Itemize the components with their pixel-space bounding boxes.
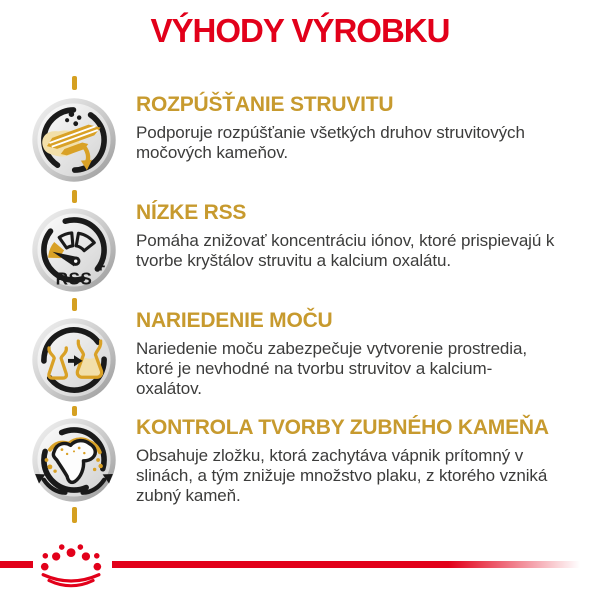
benefit-heading: NARIEDENIE MOČU [136, 309, 333, 332]
benefit-heading: KONTROLA TVORBY ZUBNÉHO KAMEŇA [136, 416, 549, 439]
timeline-dash [72, 76, 77, 90]
benefit-heading: NÍZKE RSS [136, 201, 247, 224]
footer-rule-right [112, 561, 580, 568]
footer-rule-left [0, 561, 33, 568]
benefit-body: Pomáha znižovať koncentráciu iónov, ktoré prispievajú k tvorbe kryštálov struvitu a kalcium oxalátu. [136, 231, 555, 270]
benefit-section-struvite [136, 93, 591, 163]
rss-gauge-icon [31, 207, 117, 293]
tartar-control-icon [31, 417, 117, 503]
benefit-body: Nariedenie moču zabezpečuje vytvorenie prostredia, ktoré je nevhodné na tvorbu struvitov a kalcium- oxalátov. [136, 339, 527, 398]
benefit-section-rss [136, 201, 591, 271]
benefit-body: Obsahuje zložku, ktorá zachytáva vápnik prítomný v slinách, a tým znižuje množstvo plaku, z ktorého vzniká zubný kameň. [136, 446, 548, 505]
benefit-section-tartar [136, 416, 591, 506]
gauge-minus-label: - [47, 260, 53, 278]
struvite-dissolution-icon [31, 97, 117, 183]
benefit-section-urine-dilution [136, 309, 591, 399]
benefit-body: Podporuje rozpúšťanie všetkých druhov struvitových močových kameňov. [136, 123, 525, 162]
timeline-dash [72, 190, 77, 203]
timeline-dash [72, 298, 77, 311]
timeline-dash [72, 507, 77, 523]
timeline-dash [72, 406, 77, 416]
royal-canin-crown-logo [33, 544, 111, 592]
benefit-heading: ROZPÚŠŤANIE STRUVITU [136, 93, 394, 116]
page-title: VÝHODY VÝROBKU [150, 12, 450, 49]
gauge-rss-label: RSS [55, 268, 93, 289]
urine-dilution-icon [31, 317, 117, 403]
gauge-plus-label: + [96, 258, 106, 276]
